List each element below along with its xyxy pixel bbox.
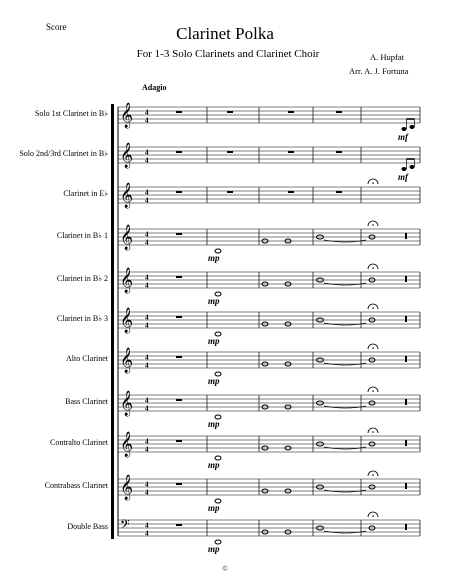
fermata-dot <box>372 267 374 269</box>
whole-rest <box>176 276 182 278</box>
fermata-dot <box>372 431 374 433</box>
time-signature-bottom: 4 <box>145 488 149 497</box>
treble-clef-icon: 𝄞 <box>120 225 134 250</box>
treble-clef-icon: 𝄞 <box>120 143 134 168</box>
time-signature-top: 4 <box>145 353 149 362</box>
pickup-note <box>410 125 415 129</box>
dynamic-marking: mp <box>208 503 220 513</box>
fermata-dot <box>372 390 374 392</box>
time-signature-top: 4 <box>145 437 149 446</box>
pickup-note <box>402 167 407 171</box>
whole-rest <box>227 111 233 113</box>
treble-clef-icon: 𝄞 <box>120 183 134 208</box>
tempo-marking: Adagio <box>142 83 167 92</box>
quarter-rest <box>405 524 407 530</box>
fermata-dot <box>372 224 374 226</box>
instrument-label: Clarinet in B♭ 1 <box>56 231 108 240</box>
time-signature-bottom: 4 <box>145 529 149 538</box>
whole-rest <box>176 316 182 318</box>
time-signature-bottom: 4 <box>145 156 149 165</box>
instrument-label: Contrabass Clarinet <box>44 481 108 490</box>
score-subtitle: For 1-3 Solo Clarinets and Clarinet Choir <box>136 48 320 60</box>
instrument-label: Contralto Clarinet <box>50 438 108 447</box>
whole-rest <box>176 356 182 358</box>
whole-rest <box>176 233 182 235</box>
whole-rest <box>288 191 294 193</box>
system-bracket <box>111 104 114 539</box>
time-signature-bottom: 4 <box>145 116 149 125</box>
whole-rest <box>227 191 233 193</box>
time-signature-bottom: 4 <box>145 196 149 205</box>
time-signature-top: 4 <box>145 396 149 405</box>
whole-rest <box>176 151 182 153</box>
instrument-label: Solo 1st Clarinet in B♭ <box>34 109 108 118</box>
whole-rest <box>176 111 182 113</box>
dynamic-marking: mp <box>208 419 220 429</box>
instrument-label: Double Bass <box>67 522 108 531</box>
treble-clef-icon: 𝄞 <box>120 348 134 373</box>
copyright-notice: © <box>222 565 228 573</box>
quarter-rest <box>405 316 407 322</box>
time-signature-top: 4 <box>145 521 149 530</box>
whole-rest <box>176 191 182 193</box>
time-signature-top: 4 <box>145 148 149 157</box>
whole-rest <box>176 483 182 485</box>
treble-clef-icon: 𝄞 <box>120 475 134 500</box>
treble-clef-icon: 𝄞 <box>120 391 134 416</box>
time-signature-top: 4 <box>145 188 149 197</box>
dynamic-marking: mf <box>398 172 408 182</box>
arranger-credit: Arr. A. J. Fortuna <box>349 66 409 76</box>
dynamic-marking: mp <box>208 296 220 306</box>
whole-rest <box>288 111 294 113</box>
quarter-rest <box>405 483 407 489</box>
time-signature-top: 4 <box>145 480 149 489</box>
fermata-dot <box>372 307 374 309</box>
dynamic-marking: mp <box>208 253 220 263</box>
time-signature-bottom: 4 <box>145 281 149 290</box>
instrument-label: Clarinet in E♭ <box>63 189 108 198</box>
whole-rest <box>336 191 342 193</box>
time-signature-bottom: 4 <box>145 404 149 413</box>
bass-clef-icon: 𝄢 <box>120 517 130 535</box>
instrument-label: Clarinet in B♭ 3 <box>56 314 108 323</box>
time-signature-bottom: 4 <box>145 361 149 370</box>
dynamic-marking: mp <box>208 376 220 386</box>
whole-rest <box>336 151 342 153</box>
treble-clef-icon: 𝄞 <box>120 432 134 457</box>
whole-rest <box>227 151 233 153</box>
quarter-rest <box>405 440 407 446</box>
dynamic-marking: mp <box>208 544 220 554</box>
quarter-rest <box>405 399 407 405</box>
fermata-dot <box>372 182 374 184</box>
composer-credit: A. Hupfat <box>370 52 404 62</box>
quarter-rest <box>405 233 407 239</box>
instrument-label: Bass Clarinet <box>65 397 108 406</box>
whole-rest <box>288 151 294 153</box>
time-signature-top: 4 <box>145 273 149 282</box>
fermata-dot <box>372 474 374 476</box>
whole-rest <box>176 399 182 401</box>
dynamic-marking: mp <box>208 460 220 470</box>
dynamic-marking: mp <box>208 336 220 346</box>
whole-rest <box>176 524 182 526</box>
pickup-note <box>402 127 407 131</box>
pickup-note <box>410 165 415 169</box>
score-title: Clarinet Polka <box>176 24 274 43</box>
instrument-label: Clarinet in B♭ 2 <box>56 274 108 283</box>
treble-clef-icon: 𝄞 <box>120 268 134 293</box>
treble-clef-icon: 𝄞 <box>120 308 134 333</box>
time-signature-bottom: 4 <box>145 321 149 330</box>
instrument-label: Alto Clarinet <box>66 354 108 363</box>
quarter-rest <box>405 276 407 282</box>
instrument-label: Solo 2nd/3rd Clarinet in B♭ <box>19 149 108 158</box>
time-signature-bottom: 4 <box>145 445 149 454</box>
time-signature-top: 4 <box>145 313 149 322</box>
score-label: Score <box>46 22 67 32</box>
time-signature-top: 4 <box>145 108 149 117</box>
fermata-dot <box>372 347 374 349</box>
quarter-rest <box>405 356 407 362</box>
time-signature-top: 4 <box>145 230 149 239</box>
treble-clef-icon: 𝄞 <box>120 103 134 128</box>
fermata-dot <box>372 515 374 517</box>
whole-rest <box>336 111 342 113</box>
dynamic-marking: mf <box>398 132 408 142</box>
whole-rest <box>176 440 182 442</box>
time-signature-bottom: 4 <box>145 238 149 247</box>
